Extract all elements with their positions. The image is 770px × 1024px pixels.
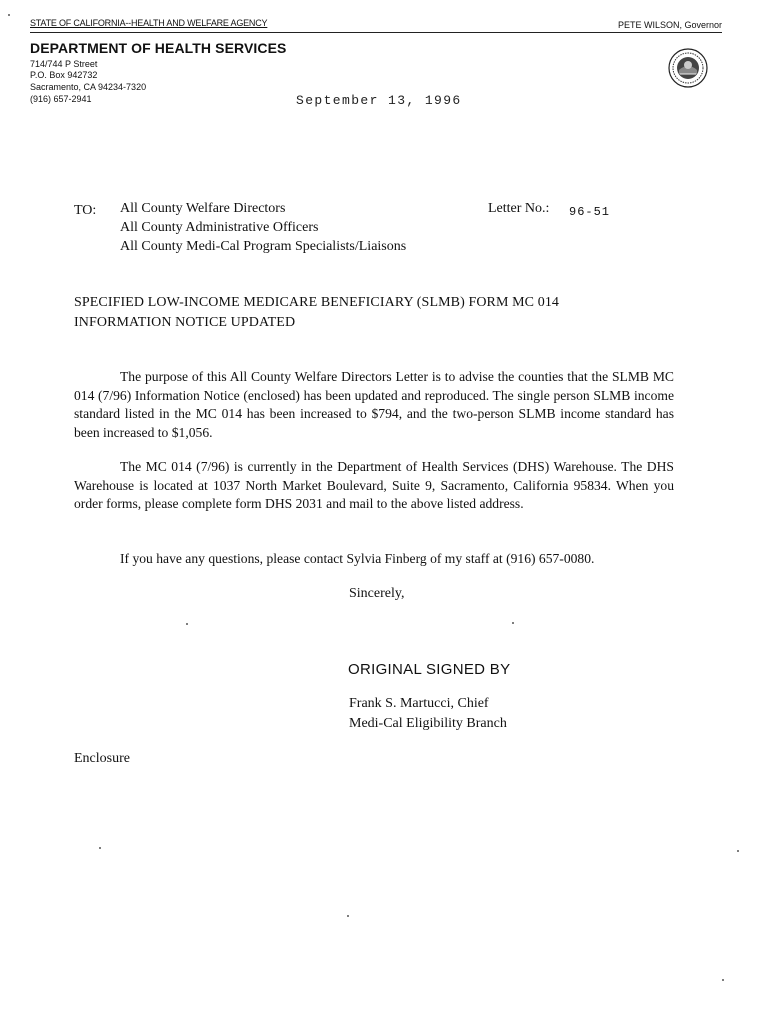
subject-line: SPECIFIED LOW-INCOME MEDICARE BENEFICIARY (SLMB) FORM MC 014 INFORMATION NOTICE UPDATED bbox=[74, 295, 560, 330]
address-city: Sacramento, CA 94234-7320 bbox=[30, 82, 147, 92]
agency-name: STATE OF CALIFORNIA--HEALTH AND WELFARE AGENCY bbox=[30, 18, 268, 28]
scan-speck bbox=[737, 850, 739, 852]
letter-date: September 13, 1996 bbox=[296, 93, 462, 108]
recipient-program-specialists: All County Medi-Cal Program Specialists/Liaisons bbox=[120, 239, 407, 254]
address-phone: (916) 657-2941 bbox=[30, 94, 92, 104]
agency-header-line bbox=[30, 18, 722, 33]
letter-number-label: Letter No.: bbox=[488, 201, 550, 216]
body-paragraph-purpose: The purpose of this All County Welfare Directors Letter is to advise the counties that the SLMB MC 014 (7/96) Information Notice (enclosed) has been updated and reproduced. The single person SLMB income standard listed in the MC 014 has been increased to $794, and the two-person SLMB income standard has been increased to $1,056. bbox=[74, 369, 674, 440]
scan-speck bbox=[186, 623, 188, 625]
body-paragraph-warehouse: The MC 014 (7/96) is currently in the Department of Health Services (DHS) Warehouse. The DHS Warehouse is located at 1037 North Market Boulevard, Suite 9, Sacramento, California 95834. When you order forms, please complete form DHS 2031 and mail to the above listed address. bbox=[74, 459, 674, 511]
address-po-box: P.O. Box 942732 bbox=[30, 70, 98, 80]
scan-speck bbox=[99, 847, 101, 849]
body-paragraph-contact: If you have any questions, please contact Sylvia Finberg of my staff at (916) 657-0080. bbox=[120, 551, 595, 566]
recipient-administrative-officers: All County Administrative Officers bbox=[120, 220, 319, 235]
to-label: TO: bbox=[74, 203, 97, 218]
original-signed-by: ORIGINAL SIGNED BY bbox=[348, 661, 511, 678]
scan-speck bbox=[347, 915, 349, 917]
scan-speck bbox=[512, 622, 514, 624]
signer-title: Medi-Cal Eligibility Branch bbox=[349, 716, 507, 731]
signer-name: Frank S. Martucci, Chief bbox=[349, 696, 489, 711]
recipient-welfare-directors: All County Welfare Directors bbox=[120, 201, 286, 216]
state-seal-icon bbox=[668, 48, 708, 88]
governor-name: PETE WILSON, Governor bbox=[617, 20, 722, 30]
closing-sincerely: Sincerely, bbox=[349, 586, 405, 601]
department-name: DEPARTMENT OF HEALTH SERVICES bbox=[30, 40, 287, 56]
scan-speck bbox=[722, 979, 724, 981]
address-street: 714/744 P Street bbox=[30, 59, 98, 69]
letter-number: 96-51 bbox=[569, 205, 611, 219]
scan-speck bbox=[8, 14, 10, 16]
enclosure-note: Enclosure bbox=[74, 751, 130, 766]
